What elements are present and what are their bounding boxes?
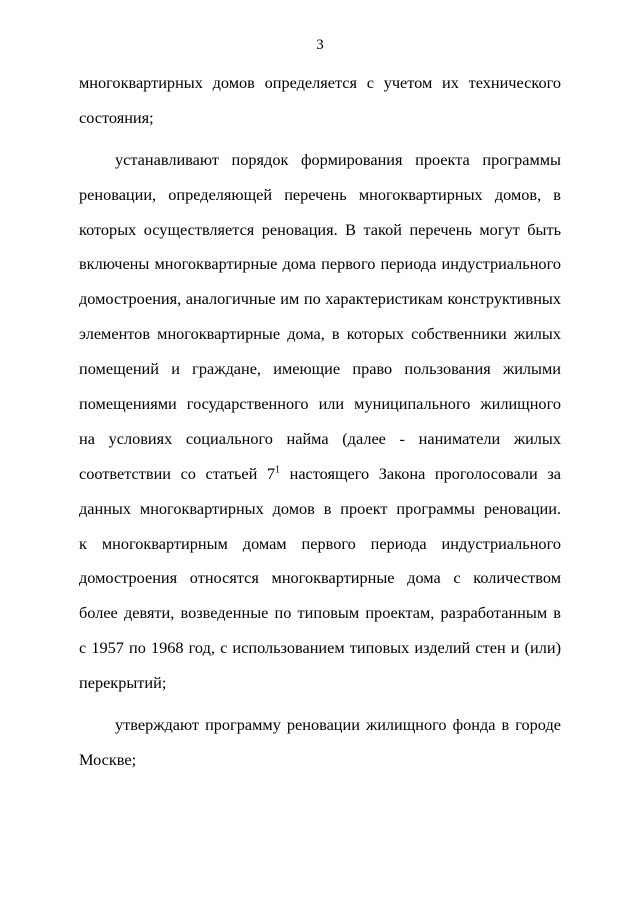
page-number: 3 — [316, 37, 324, 53]
text-line: которых осуществляется реновация. В такой перечень могут быть — [79, 219, 561, 239]
text-line: к многоквартирным домам первого периода индустриального — [79, 533, 561, 553]
text-line: более девяти, возведенные по типовым проектам, разработанным в — [79, 603, 561, 623]
text-line: данных многоквартирных домов в проект программы реновации. — [79, 498, 561, 518]
text-segment: настоящего Закона проголосовали за — [289, 463, 561, 483]
text-line: Москве; — [79, 749, 137, 769]
text-line: на условиях социального найма (далее - наниматели жилых — [79, 428, 561, 448]
text-line: устанавливают порядок формирования проекта программы — [115, 149, 561, 169]
text-segment: соответствии со статьей 7 — [79, 463, 276, 483]
text-line: утверждают программу реновации жилищного фонда в городе — [115, 715, 561, 735]
text-line: реновации, определяющей перечень многоквартирных домов, в — [79, 184, 561, 204]
text-line: помещениями государственного или муниципального жилищного — [79, 394, 561, 414]
text-line: элементов многоквартирные дома, в которых собственники жилых — [79, 324, 561, 344]
footnote-mark: 1 — [275, 464, 281, 476]
text-line: домостроения относятся многоквартирные дома с количеством — [79, 568, 561, 588]
text-line: домостроения, аналогичные им по характеристикам конструктивных — [79, 289, 561, 309]
text-line: многоквартирных домов определяется с учетом их технического — [79, 73, 561, 92]
text-line: помещений и граждане, имеющие право пользования жилыми — [79, 359, 561, 379]
text-line: включены многоквартирные дома первого периода индустриального — [79, 254, 561, 274]
text-line: перекрытий; — [79, 673, 167, 693]
text-line: с 1957 по 1968 год, с использованием типовых изделий стен и (или) — [79, 638, 561, 658]
text-line: состояния; — [79, 107, 154, 127]
text-line-with-footnote — [79, 457, 561, 492]
document-body — [79, 66, 561, 778]
